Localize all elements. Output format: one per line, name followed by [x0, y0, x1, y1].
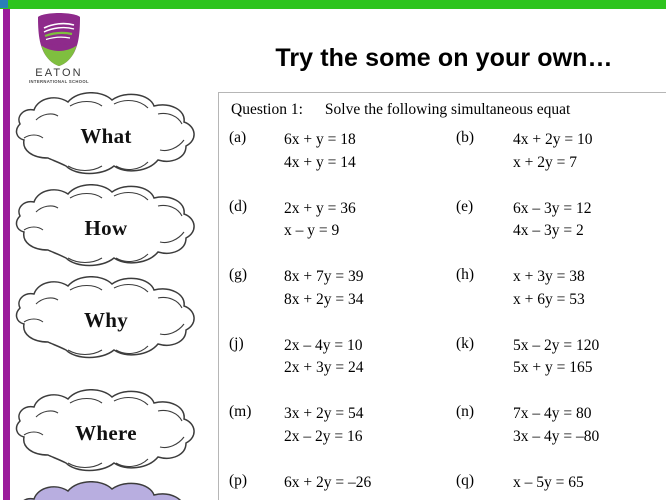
equation-line: 6x + 2y = –26: [284, 473, 372, 491]
item-label: (n): [456, 403, 475, 420]
equation-line: 3x – 4y = –80: [513, 427, 600, 445]
item-label: (q): [456, 471, 475, 489]
svg-text:Inspire Future: Inspire Future: [47, 41, 71, 47]
corner-square-decoration: [0, 0, 8, 8]
shield-icon: [36, 12, 82, 67]
equation-line: 4x – 3y = 2: [513, 222, 584, 239]
equation-line: 5x + y = 165: [513, 359, 593, 376]
item-label: (j): [229, 334, 244, 352]
item-label: (e): [456, 197, 474, 215]
equation-pair: [513, 472, 584, 495]
equation-pair: [284, 129, 356, 174]
cloud-shape-purple[interactable]: [8, 481, 204, 500]
equation-line: 3x + 2y = 54: [284, 405, 364, 422]
item-label: (a): [229, 129, 247, 146]
item-label: (h): [456, 266, 475, 283]
question-header: [231, 101, 570, 119]
cloud-label: How: [84, 215, 128, 240]
equation-pair: [513, 266, 585, 311]
page-title: Try the some on your own…: [275, 44, 613, 72]
equation-pair: [513, 129, 592, 174]
equation-pair: [284, 198, 356, 243]
top-green-bar: [0, 0, 666, 9]
equation-pair: [513, 335, 599, 380]
cloud-label: What: [80, 123, 132, 148]
question-prompt: Solve the following simultaneous equat: [324, 101, 571, 118]
item-label: (m): [229, 403, 252, 420]
equation-line: 2x – 2y = 16: [284, 427, 363, 445]
question-box: [218, 92, 666, 500]
equation-line: 8x + 7y = 39: [284, 268, 364, 285]
equation-line: 6x + y = 18: [284, 131, 356, 148]
item-label: (k): [456, 334, 475, 352]
cloud-shape-what[interactable]: [8, 92, 204, 180]
item-label: (p): [229, 471, 248, 489]
equation-pair: [513, 403, 599, 448]
item-label: (b): [456, 129, 475, 146]
table-row: [219, 472, 666, 500]
equation-line: 2x + y = 36: [284, 199, 356, 217]
equation-line: x + 3y = 38: [513, 268, 585, 285]
equation-line: 4x + 2y = 10: [513, 131, 593, 148]
equation-pair: [284, 403, 363, 448]
equation-pair: [284, 472, 371, 495]
equation-line: 2x + 3y = 24: [284, 359, 364, 376]
table-row: [219, 198, 666, 267]
logo-subtitle: INTERNATIONAL SCHOOL: [29, 79, 89, 84]
table-row: [219, 335, 666, 404]
equation-pair: [284, 335, 363, 380]
cloud-shape-why[interactable]: [8, 276, 204, 364]
table-row: [219, 403, 666, 472]
equation-line: 8x + 2y = 34: [284, 290, 364, 308]
question-number: Question 1:: [231, 101, 303, 118]
equation-line: x – 5y = 65: [513, 473, 584, 491]
equation-line: 4x + y = 14: [284, 153, 356, 171]
equation-line: 5x – 2y = 120: [513, 336, 600, 354]
cloud-label: Where: [75, 420, 137, 445]
equation-line: 2x – 4y = 10: [284, 336, 363, 354]
equation-pair: [284, 266, 363, 311]
table-row: [219, 129, 666, 198]
equation-line: x + 2y = 7: [513, 153, 577, 171]
equation-line: 7x – 4y = 80: [513, 405, 592, 422]
item-label: (g): [229, 266, 248, 283]
equation-line: x – y = 9: [284, 222, 340, 239]
equation-rows: [219, 129, 666, 500]
cloud-shape-where[interactable]: [8, 389, 204, 477]
equation-line: x + 6y = 53: [513, 290, 585, 308]
cloud-shape-how[interactable]: [8, 184, 204, 272]
logo-name: EATON: [35, 67, 83, 79]
cloud-label: Why: [83, 307, 129, 332]
equation-pair: [513, 198, 592, 243]
equation-line: 6x – 3y = 12: [513, 199, 592, 217]
item-label: (d): [229, 197, 248, 215]
table-row: [219, 266, 666, 335]
school-logo: [28, 12, 90, 90]
